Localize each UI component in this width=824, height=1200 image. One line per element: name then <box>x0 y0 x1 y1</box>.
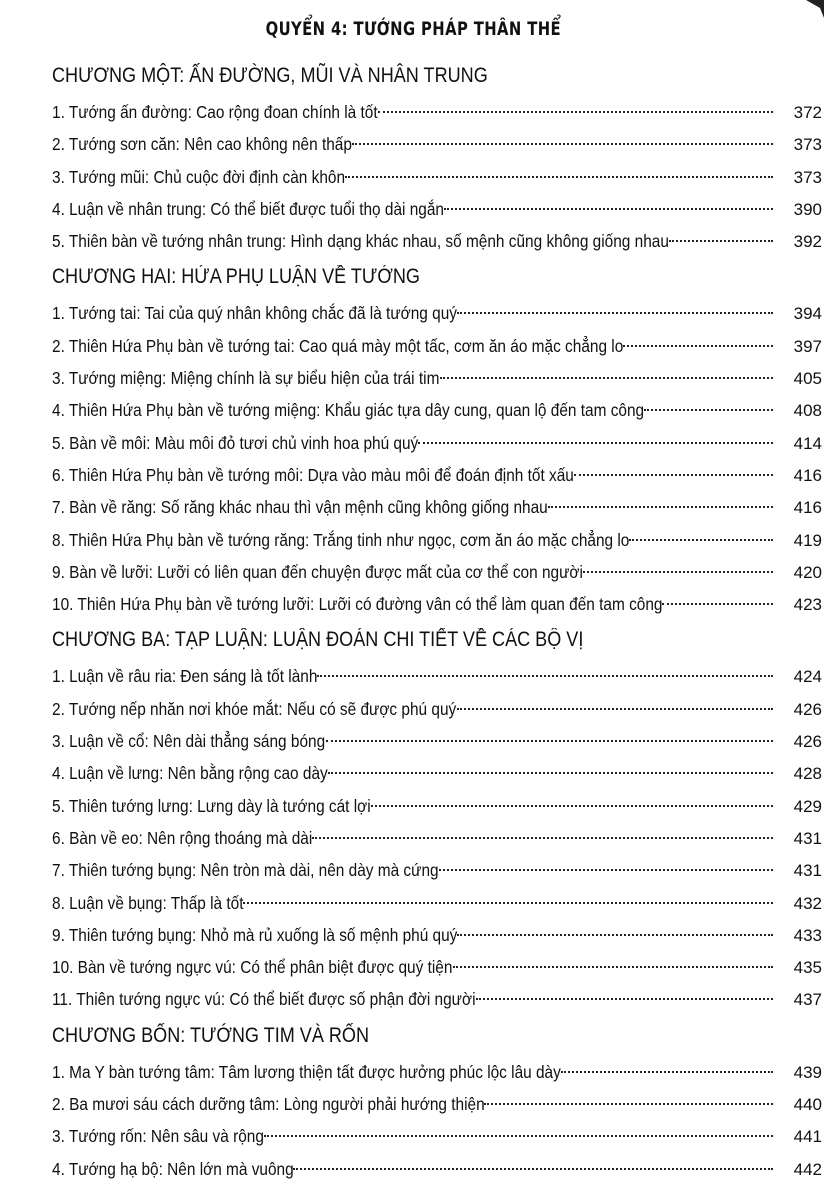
dot-leader <box>312 837 773 839</box>
entry-title: 2. Tướng sơn căn: Nên cao không nên thấp <box>52 134 352 155</box>
toc-entry <box>52 1056 822 1088</box>
dot-leader <box>457 312 773 314</box>
entry-title: 4. Tướng hạ bộ: Nên lớn mà vuông <box>52 1158 294 1179</box>
dot-leader <box>669 240 773 242</box>
page-number: 431 <box>793 828 822 848</box>
dot-leader <box>371 805 773 807</box>
toc-entry <box>52 693 822 725</box>
page-number: 397 <box>793 336 822 356</box>
entry-title: 4. Luận về nhân trung: Có thể biết được tuổi thọ dài ngắn <box>52 198 444 219</box>
dot-leader <box>629 539 773 541</box>
page-number: 429 <box>793 796 822 816</box>
page-number: 440 <box>793 1095 822 1115</box>
page-number: 419 <box>793 530 822 550</box>
page-number: 432 <box>793 893 822 913</box>
toc-entry <box>52 362 822 394</box>
entry-title: 7. Bàn về răng: Số răng khác nhau thì vận mệnh cũng không giống nhau <box>52 497 548 518</box>
toc-entry <box>52 822 822 854</box>
dot-leader <box>623 345 773 347</box>
toc-entry <box>52 919 822 951</box>
page-number: 373 <box>793 167 822 187</box>
entry-title: 1. Ma Y bàn tướng tâm: Tâm lương thiện tất được hưởng phúc lộc lâu dày <box>52 1061 561 1082</box>
page-number: 441 <box>793 1127 822 1147</box>
toc-entry <box>52 660 822 692</box>
toc-entry <box>52 983 822 1015</box>
chapter-heading: CHƯƠNG HAI: HỨA PHỤ LUẬN VỀ TƯỚNG <box>52 265 420 289</box>
dot-leader <box>293 1168 773 1170</box>
page-number: 372 <box>793 103 822 122</box>
dot-leader <box>457 708 773 710</box>
dot-leader <box>418 442 773 444</box>
page-number: 437 <box>793 990 822 1010</box>
entry-title: 2. Tướng nếp nhăn nơi khóe mắt: Nếu có sẽ được phú quý <box>52 698 457 719</box>
dot-leader <box>574 474 773 476</box>
page-number: 426 <box>793 732 822 752</box>
dot-leader <box>561 1071 773 1073</box>
chapter-section <box>52 1016 822 1185</box>
toc-entry <box>52 96 822 128</box>
dot-leader <box>453 966 774 968</box>
entry-title: 10. Thiên Hứa Phụ bàn về tướng lưỡi: Lưỡi có đường vân có thể làm quan đến tam công <box>52 594 663 615</box>
toc-entry <box>52 1120 822 1152</box>
scan-corner-mark <box>800 0 824 22</box>
page-number: 416 <box>793 465 822 485</box>
toc-entry <box>52 225 822 257</box>
toc-entry <box>52 556 822 588</box>
chapter-heading: CHƯƠNG MỘT: ẤN ĐƯỜNG, MŨI VÀ NHÂN TRUNG <box>52 64 488 87</box>
toc-entry <box>52 491 822 523</box>
page-number: 414 <box>793 433 822 453</box>
toc-entry <box>52 887 822 919</box>
book-title: QUYỂN 4: TƯỚNG PHÁP THÂN THỂ <box>265 18 562 40</box>
toc-entry <box>52 588 822 620</box>
entry-title: 11. Thiên tướng ngực vú: Có thể biết được số phận đời người <box>52 989 476 1010</box>
page-number: 424 <box>793 667 822 687</box>
entry-title: 1. Tướng ấn đường: Cao rộng đoan chính là tốt <box>52 102 378 122</box>
toc-entry <box>52 427 822 459</box>
toc-entry <box>52 193 822 225</box>
page-number: 439 <box>793 1062 822 1082</box>
toc-entry <box>52 1153 822 1185</box>
entry-title: 9. Thiên tướng bụng: Nhỏ mà rủ xuống là số mệnh phú quý <box>52 924 458 945</box>
entry-title: 8. Thiên Hứa Phụ bàn về tướng răng: Trắng tinh như ngọc, cơm ăn áo mặc chẳng lo <box>52 529 630 550</box>
chapter-section <box>52 620 822 1015</box>
dot-leader <box>264 1135 773 1137</box>
dot-leader <box>484 1103 773 1105</box>
dot-leader <box>317 675 773 677</box>
page-number: 435 <box>793 958 822 978</box>
page-number: 442 <box>793 1159 822 1179</box>
chapter-section <box>52 56 822 257</box>
toc-entry <box>52 725 822 757</box>
entry-title: 3. Tướng mũi: Chủ cuộc đời định càn khôn <box>52 166 346 187</box>
page-number: 394 <box>793 304 822 324</box>
entry-title: 2. Thiên Hứa Phụ bàn về tướng tai: Cao quá mày một tấc, cơm ăn áo mặc chẳng lo <box>52 335 624 356</box>
dot-leader <box>644 409 773 411</box>
page-number: 423 <box>793 595 822 615</box>
dot-leader <box>243 902 773 904</box>
dot-leader <box>548 506 773 508</box>
dot-leader <box>583 571 773 573</box>
toc-entry <box>52 757 822 789</box>
entry-title: 3. Tướng miệng: Miệng chính là sự biểu hiện của trái tim <box>52 368 440 389</box>
entry-title: 2. Ba mươi sáu cách dưỡng tâm: Lòng người phải hướng thiện <box>52 1094 485 1115</box>
dot-leader <box>662 603 773 605</box>
page-number: 420 <box>793 562 822 582</box>
chapter-section <box>52 257 822 620</box>
page-number: 428 <box>793 764 822 784</box>
entry-title: 3. Luận về cổ: Nên dài thẳng sáng bóng <box>52 731 326 752</box>
dot-leader <box>440 377 773 379</box>
dot-leader <box>444 208 773 210</box>
entry-title: 1. Luận về râu ria: Đen sáng là tốt lành <box>52 666 318 687</box>
dot-leader <box>345 176 773 178</box>
page-number: 405 <box>793 369 822 389</box>
chapter-heading: CHƯƠNG BỐN: TƯỚNG TIM VÀ RỐN <box>52 1023 370 1047</box>
page-number: 408 <box>793 401 822 421</box>
dot-leader <box>328 772 773 774</box>
dot-leader <box>378 111 773 113</box>
toc-entry <box>52 951 822 983</box>
toc-entry <box>52 161 822 193</box>
toc-entry <box>52 524 822 556</box>
page-number: 426 <box>793 699 822 719</box>
dot-leader <box>439 869 773 871</box>
toc-entry <box>52 459 822 491</box>
entry-title: 6. Thiên Hứa Phụ bàn về tướng môi: Dựa vào màu môi để đoán định tốt xấu <box>52 464 574 485</box>
page-number: 373 <box>793 135 822 155</box>
toc-entry <box>52 790 822 822</box>
page-number: 390 <box>793 199 822 219</box>
entry-title: 5. Thiên bàn về tướng nhân trung: Hình dạng khác nhau, số mệnh cũng không giống nhau <box>52 231 669 252</box>
entry-title: 3. Tướng rốn: Nên sâu và rộng <box>52 1126 264 1147</box>
entry-title: 7. Thiên tướng bụng: Nên tròn mà dài, nên dày mà cứng <box>52 860 439 881</box>
toc-entry <box>52 297 822 329</box>
entry-title: 1. Tướng tai: Tai của quý nhân không chắc đã là tướng quý <box>52 303 457 324</box>
entry-title: 6. Bàn về eo: Nên rộng thoáng mà dài <box>52 827 313 848</box>
page-number: 416 <box>793 498 822 518</box>
entry-title: 4. Luận về lưng: Nên bằng rộng cao dày <box>52 763 328 784</box>
dot-leader <box>352 143 773 145</box>
entry-title: 5. Thiên tướng lưng: Lưng dày là tướng cát lợi <box>52 795 371 816</box>
toc-entry <box>52 854 822 886</box>
page-number: 431 <box>793 861 822 881</box>
table-of-contents <box>52 56 822 1185</box>
page-number: 433 <box>793 925 822 945</box>
toc-entry <box>52 1088 822 1120</box>
dot-leader <box>476 998 773 1000</box>
entry-title: 9. Bàn về lưỡi: Lưỡi có liên quan đến chuyện được mất của cơ thể con người <box>52 561 583 582</box>
entry-title: 5. Bàn về môi: Màu môi đỏ tươi chủ vinh hoa phú quý <box>52 432 419 453</box>
entry-title: 8. Luận về bụng: Thấp là tốt <box>52 892 244 913</box>
dot-leader <box>326 740 773 742</box>
page-number: 392 <box>793 232 822 252</box>
dot-leader <box>457 934 773 936</box>
toc-entry <box>52 330 822 362</box>
entry-title: 4. Thiên Hứa Phụ bàn về tướng miệng: Khẩu giác tựa dây cung, quan lộ đến tam công <box>52 400 645 421</box>
toc-entry <box>52 394 822 426</box>
entry-title: 10. Bàn về tướng ngực vú: Có thể phân biệt được quý tiện <box>52 957 453 978</box>
toc-entry <box>52 128 822 160</box>
chapter-heading: CHƯƠNG BA: TẠP LUẬN: LUẬN ĐOÁN CHI TIẾT VỀ CÁC BỘ VỊ <box>52 628 584 652</box>
